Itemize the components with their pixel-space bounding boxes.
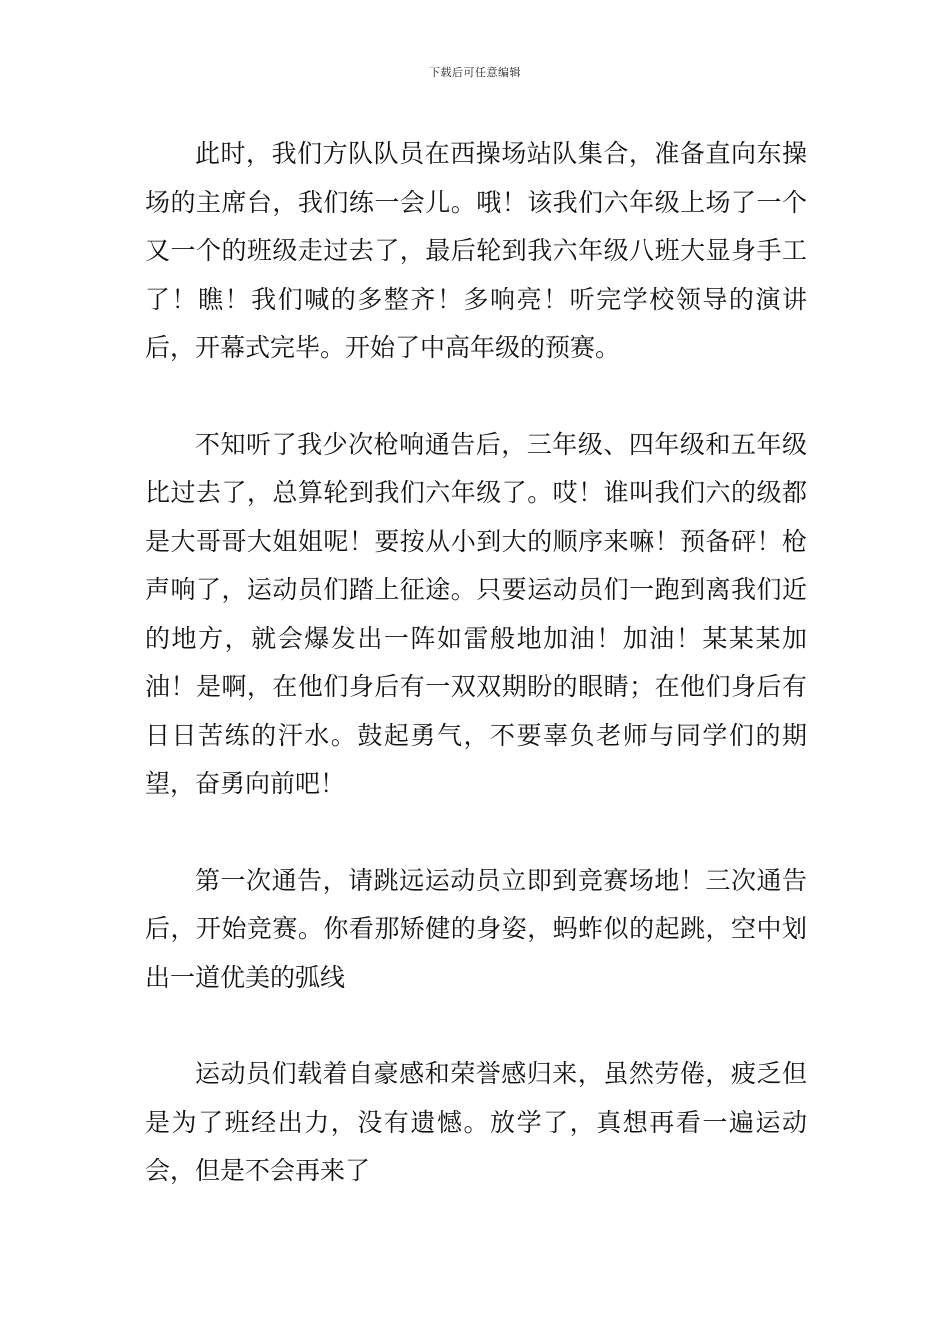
paragraph-2: 不知听了我少次枪响通告后，三年级、四年级和五年级比过去了，总算轮到我们六年级了。哎！谁叫我们六的级都是大哥哥大姐姐呢！要按从小到大的顺序来嘛！预备砰！枪声响了，运动员们踏上征途。只要运动员们一跑到离我们近的地方，就会爆发出一阵如雷般地加油！加油！某某某加油！是啊，在他们身后有一双双期盼的眼睛；在他们身后有日日苦练的汗水。鼓起勇气，不要辜负老师与同学们的期望，奋勇向前吧！	[145, 429, 807, 798]
document-body	[145, 130, 807, 1196]
paragraph-3: 第一次通告，请跳远运动员立即到竞赛场地！三次通告后，开始竞赛。你看那矫健的身姿，蚂蚱似的起跳，空中划出一道优美的弧线	[145, 865, 807, 992]
page-header: 下载后可任意编辑	[429, 66, 521, 79]
paragraph-1: 此时，我们方队队员在西操场站队集合，准备直向东操场的主席台，我们练一会儿。哦！该我们六年级上场了一个又一个的班级走过去了，最后轮到我六年级八班大显身手工了！瞧！我们喊的多整齐！多响亮！听完学校领导的演讲后，开幕式完毕。开始了中高年级的预赛。	[145, 139, 807, 362]
paragraph-4: 运动员们载着自豪感和荣誉感归来，虽然劳倦，疲乏但是为了班经出力，没有遗憾。放学了，真想再看一遍运动会，但是不会再来了	[145, 1059, 807, 1185]
